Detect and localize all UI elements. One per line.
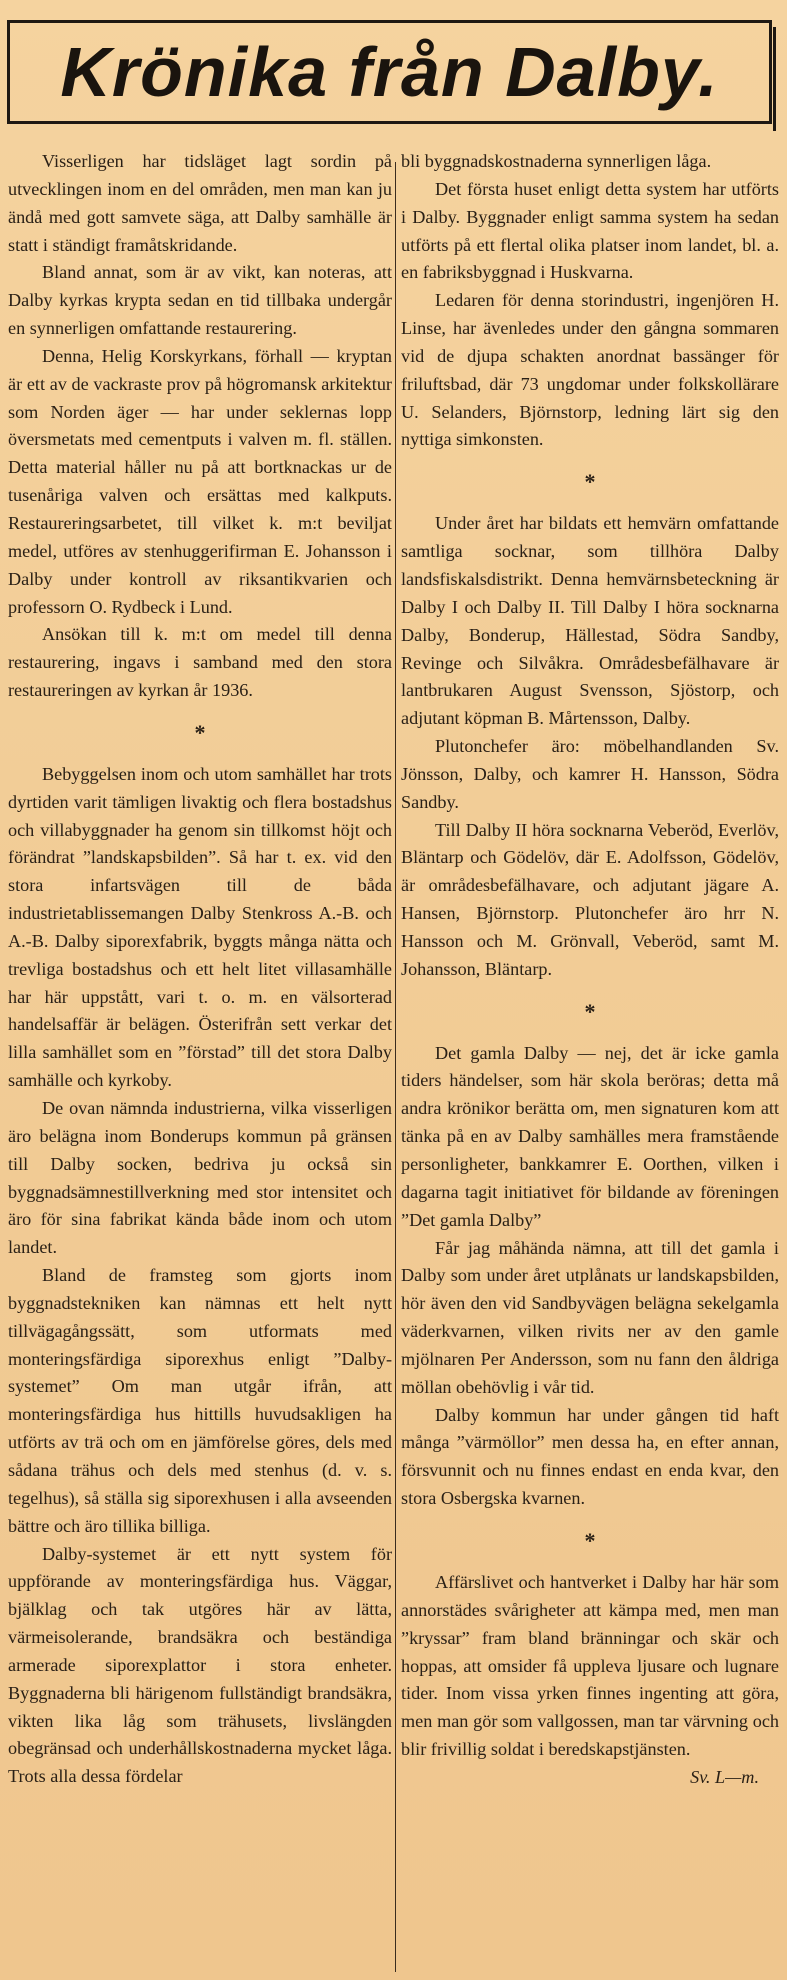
paragraph: Bland de framsteg som gjorts inom byggnadstekniken kan nämnas ett helt nytt tillvägagångssätt, som utformats med monteringsfärdiga siporexhus enligt ”Dalby-systemet” Om man utgår ifrån, att monteringsfärdiga hus hittills huvudsakligen ha utförts av trä och om en jämförelse göres, dels med sådana trähus och dels med stenhus (d. v. s. tegelhus), så ställa sig siporexhusen i alla avseenden bättre och äro tillika billiga. [8,1265,392,1536]
paragraph: Visserligen har tidsläget lagt sordin på utvecklingen inom en del områden, men man kan ju ändå med gott samvete säga, att Dalby samhälle är statt i ständigt framåtskridande. [8,151,392,255]
paragraph: Dalby kommun har under gången tid haft många ”värmöllor” men dessa ha, en efter annan, försvunnit och nu finnes endast en enda kvar, den stora Osbergska kvarnen. [401,1404,779,1509]
author-signature: Sv. L—m. [690,1766,759,1787]
right-column [401,148,779,1792]
paragraph: Det gamla Dalby — nej, det är icke gamla tiders händelser, som här skola beröras; detta må andra krönikor berätta om, men signaturen kom att tänka på en av Dalby samhälles mera framstående personligheter, bankkamrer E. Oorthen, vilken i dagarna tagit initiativet för bildande av föreningen ”Det gamla Dalby” [401,1042,779,1230]
paragraph: Affärslivet och hantverket i Dalby har här som annorstädes svårigheter att kämpa med, men man ”kryssar” fram bland bränningar och skär och hoppas, att omsider få uppleva ljusare och lugnare tider. Inom vissa yrken finnes ingenting att göra, men man gör som vallgossen, man tar värvning och blir frivillig soldat i beredskapstjänsten. [401,1571,779,1760]
paragraph: Dalby-systemet är ett nytt system för uppförande av monteringsfärdiga hus. Väggar, bjälklag och tak utgöres här av lätta, värmeisolerande, brandsäkra och beständiga armerade siporexplattor i stora enheter. Byggnaderna bli härigenom fullständigt brandsäkra, vikten lika låg som trähusets, livslängden obegränsad och underhållskostnaderna mycket låga. Trots alla dessa fördelar [8,1543,392,1787]
section-separator: * [584,1527,596,1553]
paragraph: Det första huset enligt detta system har utförts i Dalby. Byggnader enligt samma system ha sedan utförts på ett flertal olika platser inom landet, bl. a. en fabriksbyggnad i Huskvarna. [401,178,779,283]
paragraph: Bland annat, som är av vikt, kan noteras, att Dalby kyrkas krypta sedan en tid tillbaka undergår en synnerligen omfattande restaurering. [8,262,392,339]
section-separator: * [584,469,596,495]
paragraph: Under året har bildats ett hemvärn omfattande samtliga socknar, som tillhöra Dalby landsfiskalsdistrikt. Denna hemvärnsbeteckning är Dalby I och Dalby II. Till Dalby I höra socknarna Dalby, Bonderup, Hällestad, Södra Sandby, Revinge och Silvåkra. Områdesbefälhavare är lantbrukaren August Svensson, Sjöstorp, och adjutant köpman B. Mårtensson, Dalby. [401,513,779,729]
headline-frame [7,20,772,124]
paragraph: Får jag måhända nämna, att till det gamla i Dalby som under året utplånats ur landskapsbilden, hör även den vid Sandbyvägen belägna sekelgamla väderkvarnen, vilken rivits ner av den gamle mjölnaren Per Andersson, som nu fann den åldriga möllan obehövlig i vår tid. [401,1237,779,1397]
section-separator: * [584,998,596,1024]
left-column [8,148,392,1791]
paragraph: Plutonchefer äro: möbelhandlanden Sv. Jönsson, Dalby, och kamrer H. Hansson, Södra Sandby. [401,736,779,812]
paragraph: bli byggnadskostnaderna synnerligen låga. [401,151,712,171]
paragraph: Till Dalby II höra socknarna Veberöd, Everlöv, Bläntarp och Gödelöv, där E. Adolfsson, Gödelöv, är områdesbefälhavare, och adjutant jägare A. Hansen, Björnstorp. Plutonchefer äro hrr N. Hansson och M. Grönvall, Veberöd, samt M. Johansson, Bläntarp. [401,819,779,979]
section-separator: * [194,719,206,745]
paragraph: Ledaren för denna storindustri, ingenjören H. Linse, har ävenledes under den gångna sommaren vid de djupa schakten anordnat bassänger för friluftsbad, där 73 ungdomar under folkskollärare U. Selanders, Björnstorp, ledning lärt sig den nyttiga simkonsten. [401,290,779,450]
paragraph: Denna, Helig Korskyrkans, förhall — kryptan är ett av de vackraste prov på högromansk arkitektur som Norden äger — har under seklernas lopp översmetats med cementputs i valven m. fl. ställen. Detta material håller nu på att bortknackas ur de tusenåriga valven och ersättas med kalkputs. Restaureringsarbetet, till vilket k. m:t beviljat medel, utföres av stenhuggerifirman E. Johansson i Dalby under kontroll av riksantikvarien och professorn O. Rydbeck i Lund. [8,345,392,617]
paragraph: Ansökan till k. m:t om medel till denna restaurering, ingavs i samband med den stora restaureringen av kyrkan år 1936. [8,624,392,701]
column-rule [395,162,396,1972]
article-title: Krönika från Dalby. [60,33,719,111]
paragraph: Bebyggelsen inom och utom samhället har trots dyrtiden varit tämligen livaktig och flera bostadshus och villabyggnader ha genom sin tillkomst höjt och förändrat ”landskapsbilden”. Så har t. ex. vid den stora infartsvägen till de båda industrietablissemangen Dalby Stenkross A.-B. och A.-B. Dalby siporexfabrik, byggts många nätta och trevliga bostadshus och ett helt litet villasamhälle har här uppstått, vari t. o. m. en välsorterad handelsaffär är belägen. Österifrån sett verkar det lilla samhället som en ”förstad” till det stora Dalby samhälle och kyrkoby. [8,763,392,1091]
paragraph: De ovan nämnda industrierna, vilka visserligen äro belägna inom Bonderups kommun på gränsen till Dalby socken, bedriva ju också sin byggnadsämnestillverkning med stor intensitet och äro för sina fabrikat kända både inom och utom landet. [8,1098,392,1258]
